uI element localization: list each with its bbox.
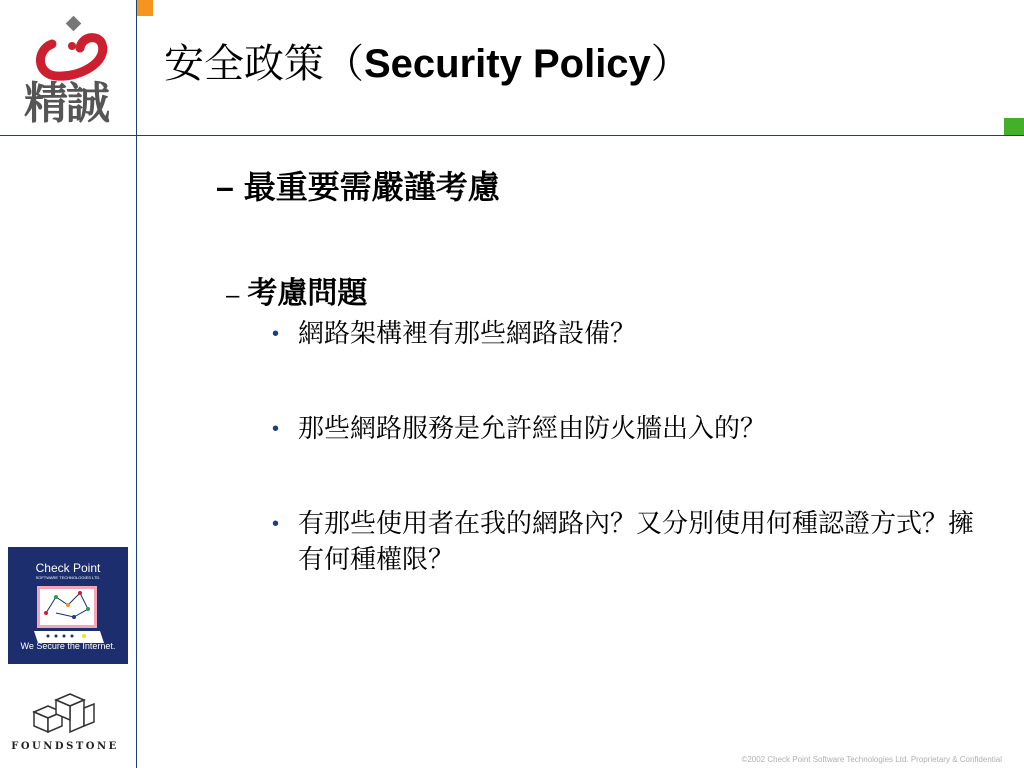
copyright-footer: ©2002 Check Point Software Technologies Ltd. Proprietary & Confidential (741, 755, 1002, 764)
level2-dash: – (226, 282, 240, 309)
bullet-marker: • (272, 323, 280, 345)
checkpoint-logo (8, 547, 128, 664)
checkpoint-tagline: We Secure the Internet. (20, 641, 116, 651)
level2-text: 考慮問題 (247, 276, 368, 311)
title-latin: Security Policy (364, 42, 651, 86)
title-cjk: 安全政策 (164, 41, 324, 87)
bullet-list (272, 316, 992, 637)
checkpoint-subtitle: SOFTWARE TECHNOLOGIES LTD. (35, 575, 101, 580)
title-close-paren: ） (650, 41, 691, 87)
list-item (272, 506, 992, 578)
list-item (272, 411, 992, 447)
bullet-marker: • (272, 513, 280, 535)
brand-name: 精誠 (24, 78, 108, 129)
level1-dash: – (216, 169, 234, 205)
level2-item (226, 268, 367, 312)
list-item (272, 316, 992, 352)
bullet-text: 網路架構裡有那些網路設備？ (298, 319, 637, 349)
bullet-marker: • (272, 418, 280, 440)
level1-text: 最重要需嚴謹考慮 (243, 168, 500, 206)
page-title (164, 42, 691, 86)
bullet-text: 那些網路服務是允許經由防火牆出入的？ (298, 414, 767, 444)
level1-item (216, 162, 500, 208)
foundstone-name: FOUNDSTONE (11, 741, 119, 752)
title-open-paren: （ (324, 41, 364, 87)
stacked-blocks-icon (30, 690, 98, 734)
checkpoint-name: Check Point (35, 561, 101, 575)
bullet-text: 有那些使用者在我的網路內？又分別使用何種認證方式？擁有何種權限？ (298, 509, 975, 575)
orange-accent-square (137, 0, 153, 16)
network-screen-icon (34, 583, 104, 645)
header-divider (0, 135, 1024, 136)
green-accent-square (1004, 118, 1024, 135)
